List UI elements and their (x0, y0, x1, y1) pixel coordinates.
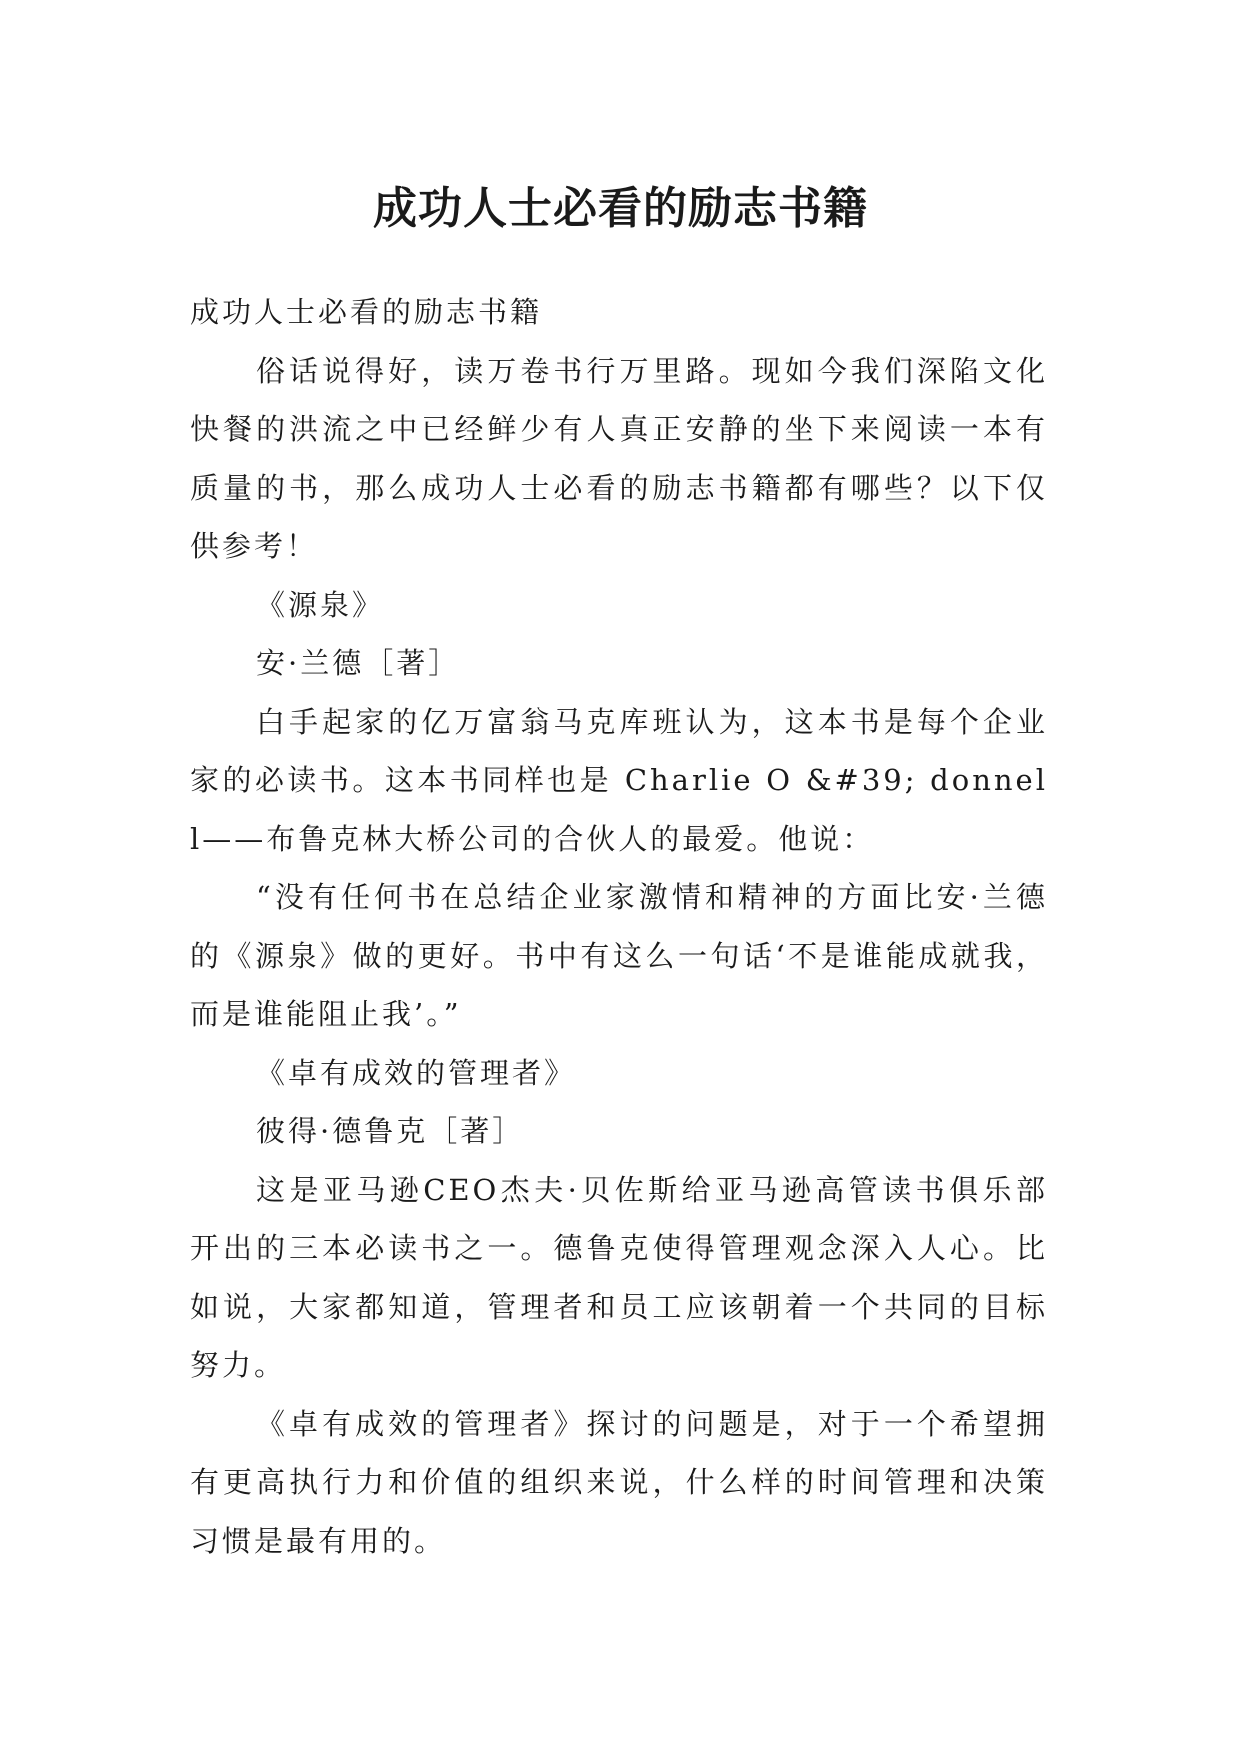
book-title-effective-executive: 《卓有成效的管理者》 (256, 1055, 577, 1090)
paragraph-intro: 俗话说得好，读万卷书行万里路。现如今我们深陷文化快餐的洪流之中已经鲜少有人真正安静的坐下来阅读一本有质量的书，那么成功人士必看的励志书籍都有哪些？以下仅供参考！ (190, 353, 1048, 563)
book-author-drucker: 彼得·德鲁克［著］ (256, 1114, 525, 1148)
book-title-fountainhead: 《源泉》 (256, 587, 385, 622)
paragraph-effective-executive-topic: 《卓有成效的管理者》探讨的问题是，对于一个希望拥有更高执行力和价值的组织来说，什么样的时间管理和决策习惯是最有用的。 (190, 1406, 1048, 1558)
document-body (190, 283, 1048, 1570)
paragraph-fountainhead-quote: “没有任何书在总结企业家激情和精神的方面比安·兰德的《源泉》做的更好。书中有这么一句话‘不是谁能成就我，而是谁能阻止我’。” (190, 880, 1048, 1031)
paragraph-fountainhead-description: 白手起家的亿万富翁马克库班认为，这本书是每个企业家的必读书。这本书同样也是 Charlie O &#39; donnell——布鲁克林大桥公司的合伙人的最爱。他说： (190, 704, 1048, 856)
document-title: 成功人士必看的励志书籍 (373, 183, 868, 235)
paragraph-subtitle: 成功人士必看的励志书籍 (190, 295, 543, 329)
paragraph-effective-executive-description: 这是亚马逊CEO杰夫·贝佐斯给亚马逊高管读书俱乐部开出的三本必读书之一。德鲁克使得管理观念深入人心。比如说，大家都知道，管理者和员工应该朝着一个共同的目标努力。 (190, 1172, 1048, 1382)
book-author-rand: 安·兰德［著］ (256, 646, 461, 680)
